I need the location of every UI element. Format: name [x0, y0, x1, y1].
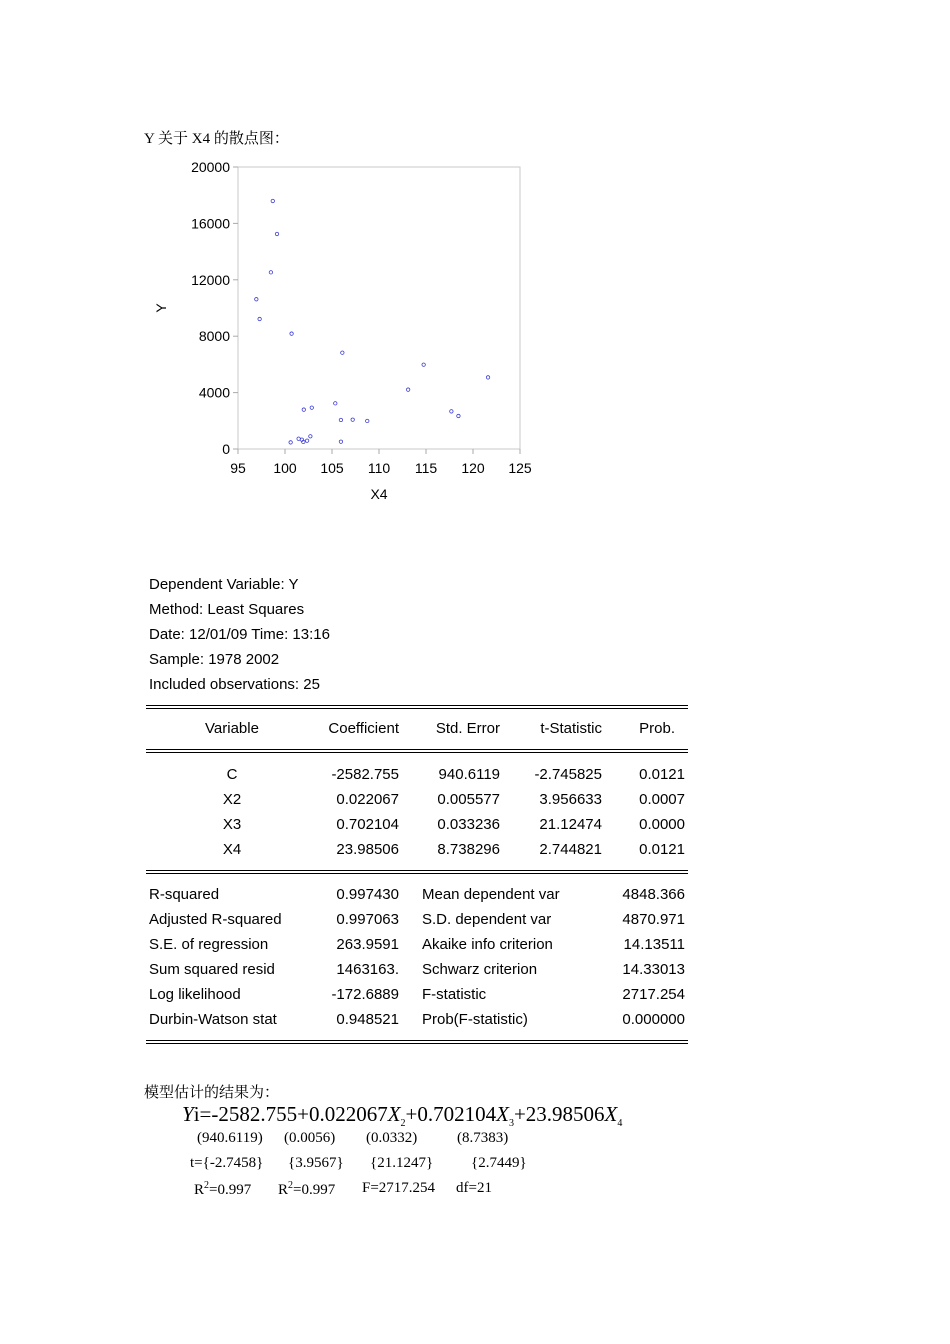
stat-value: 4870.971 — [622, 911, 685, 928]
table-rule — [146, 705, 688, 709]
col-std-error: Std. Error — [435, 720, 500, 737]
scatter-point — [309, 435, 312, 438]
scatter-point — [366, 419, 369, 422]
cell-coefficient: -2582.755 — [331, 766, 399, 783]
eq-sub: 3 — [508, 1118, 514, 1130]
header-line: Dependent Variable: Y — [149, 576, 299, 593]
scatter-point — [457, 414, 460, 417]
cell-variable: X2 — [222, 791, 242, 808]
col-variable: Variable — [205, 720, 259, 737]
cell-std-error: 940.6119 — [438, 766, 500, 783]
r-sup: 2 — [288, 1180, 294, 1191]
stat-value: 0.000000 — [622, 1011, 685, 1028]
y-axis-label: Y — [153, 303, 169, 313]
stat-value: 4848.366 — [622, 886, 685, 903]
cell-prob: 0.0000 — [639, 816, 685, 833]
x-tick-label: 105 — [320, 460, 344, 476]
coef-row — [146, 791, 688, 811]
y-tick-label: 0 — [222, 441, 230, 457]
scatter-point — [450, 410, 453, 413]
scatter-point — [422, 363, 425, 366]
stats-row — [146, 986, 688, 1006]
eq-part: i=-2582.755+0.022067 — [193, 1102, 388, 1126]
y-tick-label: 4000 — [198, 384, 230, 401]
eq-x3: X — [496, 1102, 509, 1126]
cell-variable: X3 — [222, 816, 242, 833]
scatter-point — [339, 418, 342, 421]
cell-variable: C — [226, 766, 238, 783]
y-tick-label: 8000 — [198, 328, 230, 345]
eq-sub: 2 — [400, 1118, 406, 1130]
x-axis-label: X4 — [370, 486, 388, 502]
scatter-point — [351, 418, 354, 421]
header-line: Sample: 1978 2002 — [149, 651, 280, 668]
coef-header-row — [146, 720, 688, 740]
r-squared-result — [194, 1180, 251, 1199]
x-tick-label: 100 — [273, 460, 297, 476]
r-label: R — [194, 1182, 205, 1198]
f-result: F=2717.254 — [362, 1180, 436, 1196]
stat-value: 14.13511 — [623, 936, 685, 953]
stats-row — [146, 961, 688, 981]
stat-label: Adjusted R-squared — [149, 911, 282, 928]
stat-value: 0.997063 — [336, 911, 399, 928]
se-2: (0.0056) — [284, 1130, 336, 1146]
col-coefficient: Coefficient — [328, 720, 399, 737]
eq-part: +23.98506 — [513, 1102, 605, 1126]
scatter-point — [486, 376, 489, 379]
cell-std-error: 0.033236 — [437, 816, 500, 833]
eq-part: +0.702104 — [405, 1102, 497, 1126]
x-tick-label: 110 — [367, 460, 391, 476]
cell-t-statistic: 21.12474 — [539, 816, 602, 833]
x-tick-label: 125 — [508, 460, 532, 476]
y-tick-label: 20000 — [191, 159, 230, 175]
header-line: Included observations: 25 — [149, 676, 320, 693]
cell-prob: 0.0121 — [639, 841, 685, 858]
plot-frame — [238, 167, 520, 449]
coef-row — [146, 841, 688, 861]
scatter-point — [258, 317, 261, 320]
t-2: {3.9567} — [288, 1155, 344, 1171]
cell-coefficient: 23.98506 — [336, 841, 399, 858]
regression-equation — [182, 1102, 622, 1129]
scatter-point — [334, 402, 337, 405]
cell-prob: 0.0007 — [639, 791, 685, 808]
table-rule — [146, 1040, 688, 1044]
cell-prob: 0.0121 — [639, 766, 685, 783]
x-tick-label: 95 — [230, 460, 246, 476]
scatter-point — [297, 437, 300, 440]
se-3: (0.0332) — [366, 1130, 418, 1146]
stat-label: S.E. of regression — [149, 936, 269, 953]
eq-sub: 4 — [617, 1118, 623, 1130]
header-line: Method: Least Squares — [149, 601, 305, 618]
x-tick-label: 115 — [414, 460, 438, 476]
cell-coefficient: 0.702104 — [336, 816, 399, 833]
stat-label: Log likelihood — [149, 986, 241, 1003]
scatter-point — [302, 408, 305, 411]
stat-label: Mean dependent var — [422, 886, 560, 903]
r-val: =0.997 — [209, 1182, 252, 1198]
cell-t-statistic: -2.745825 — [534, 766, 602, 783]
col-t-stat: t-Statistic — [540, 720, 602, 737]
stat-value: 1463163. — [336, 961, 399, 978]
stats-row — [146, 936, 688, 956]
header-line: Date: 12/01/09 Time: 13:16 — [149, 626, 330, 643]
r-sup: 2 — [204, 1180, 210, 1191]
se-1: (940.6119) — [197, 1130, 263, 1146]
stat-label: Sum squared resid — [149, 961, 275, 978]
scatter-point — [269, 271, 272, 274]
cell-coefficient: 0.022067 — [336, 791, 399, 808]
t-4: {2.7449} — [471, 1155, 527, 1171]
coef-row — [146, 816, 688, 836]
scatter-point — [275, 232, 278, 235]
scatter-caption: Y 关于 X4 的散点图： — [144, 131, 289, 147]
cell-std-error: 8.738296 — [437, 841, 500, 858]
scatter-chart — [140, 150, 560, 520]
scatter-point — [289, 441, 292, 444]
table-rule — [146, 870, 688, 874]
stat-value: 14.33013 — [622, 961, 685, 978]
y-tick-label: 16000 — [191, 215, 230, 232]
scatter-point — [341, 351, 344, 354]
scatter-point — [255, 298, 258, 301]
adj-r-squared-result — [278, 1180, 335, 1199]
scatter-point — [339, 440, 342, 443]
stat-value: 2717.254 — [622, 986, 685, 1003]
scatter-point — [406, 388, 409, 391]
scatter-point — [290, 332, 293, 335]
cell-t-statistic: 3.956633 — [539, 791, 602, 808]
table-rule — [146, 749, 688, 753]
stats-row — [146, 886, 688, 906]
y-tick-label: 12000 — [191, 271, 230, 288]
stats-row — [146, 911, 688, 931]
r-label: R — [278, 1182, 289, 1198]
x-tick-label: 120 — [461, 460, 485, 476]
se-4: (8.7383) — [457, 1130, 509, 1146]
result-caption: 模型估计的结果为： — [144, 1085, 280, 1101]
coef-row — [146, 766, 688, 786]
stat-label: Durbin-Watson stat — [149, 1011, 277, 1028]
stats-row — [146, 1011, 688, 1031]
col-prob: Prob. — [639, 720, 675, 737]
stat-value: -172.6889 — [331, 986, 399, 1003]
stat-value: 0.948521 — [336, 1011, 399, 1028]
stat-value: 0.997430 — [336, 886, 399, 903]
stat-value: 263.9591 — [336, 936, 399, 953]
cell-variable: X4 — [222, 841, 242, 858]
eq-y: Y — [182, 1102, 194, 1126]
cell-t-statistic: 2.744821 — [539, 841, 602, 858]
cell-std-error: 0.005577 — [437, 791, 500, 808]
stat-label: S.D. dependent var — [422, 911, 552, 928]
t-1: t={-2.7458} — [190, 1155, 264, 1171]
df-result: df=21 — [456, 1180, 492, 1196]
stat-label: R-squared — [149, 886, 220, 903]
stat-label: Prob(F-statistic) — [422, 1011, 528, 1028]
stat-label: F-statistic — [422, 986, 487, 1003]
eq-x2: X — [387, 1102, 401, 1126]
eq-x4: X — [604, 1102, 618, 1126]
scatter-point — [310, 406, 313, 409]
t-3: {21.1247} — [370, 1155, 434, 1171]
r-val: =0.997 — [293, 1182, 336, 1198]
scatter-point — [305, 439, 308, 442]
stat-label: Schwarz criterion — [422, 961, 538, 978]
scatter-point — [271, 199, 274, 202]
stat-label: Akaike info criterion — [422, 936, 553, 953]
